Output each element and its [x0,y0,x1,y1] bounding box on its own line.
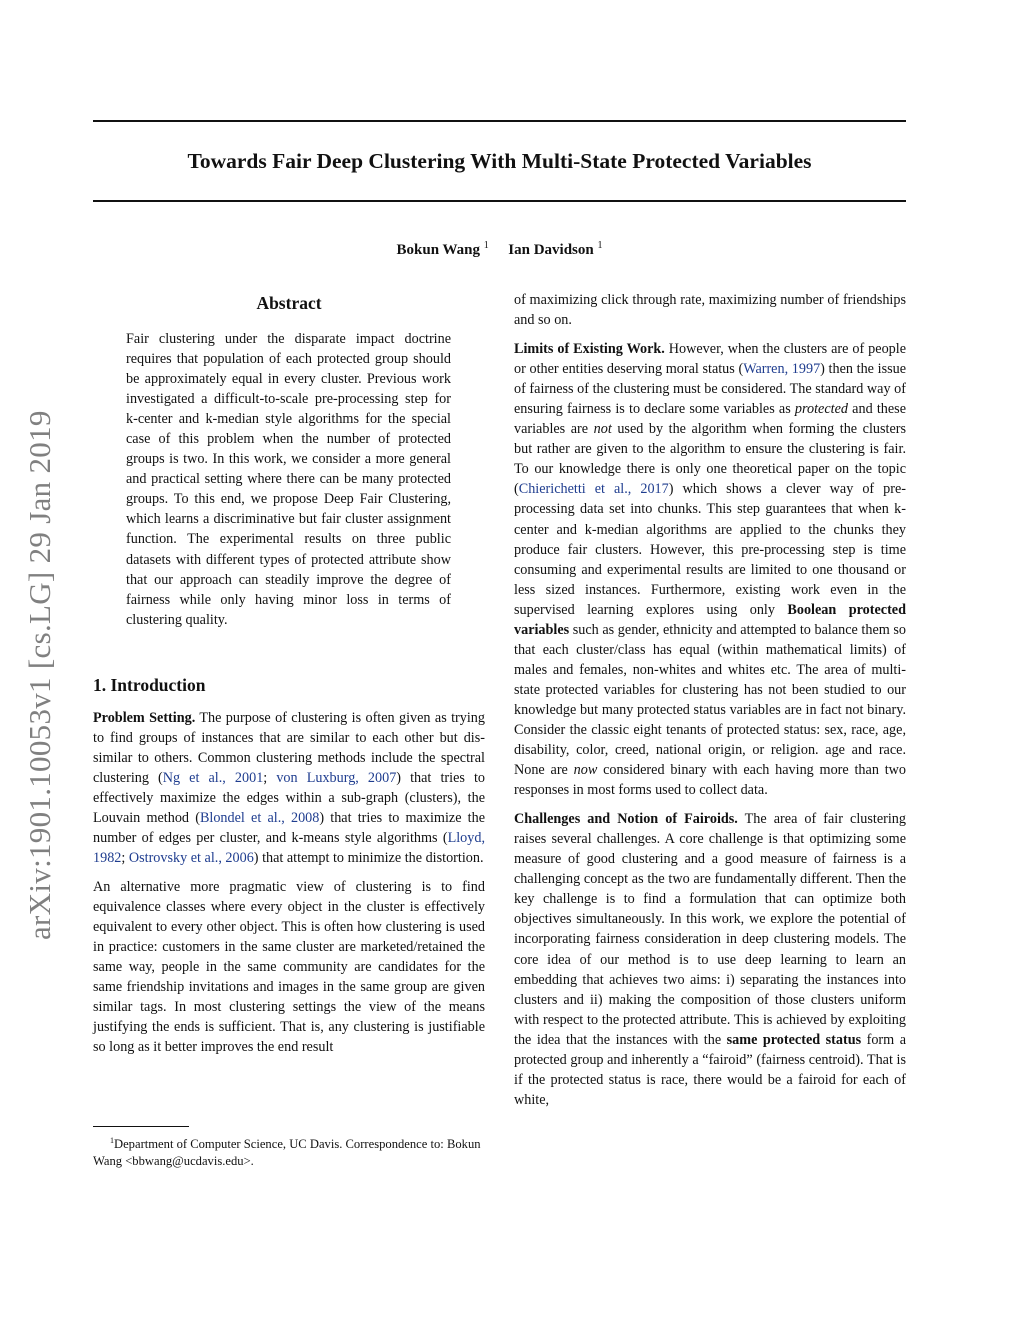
paper-title: Towards Fair Deep Clustering With Multi-State Protected Variables [187,149,812,173]
title-rule-top [93,120,906,122]
footnote-text [93,1132,485,1170]
paragraph-text: considered binary with each having more than two responses in most forms used to collect data. [514,762,906,799]
emphasis-text: not [593,421,612,438]
paragraph-limits-existing-work [514,339,906,800]
paragraph-text: ) which shows a clever way of pre-processing data set into chunks. This step guarantees that when k-center and k-median algorithms are applied to the chunks they produce fair clusters. However, this pre-processing step is time consuming and experimental results are limited to one thousand or less sized instances. Furthermore, existing work even in the supervised learning explores using only [514,481,907,618]
paragraph-problem-setting [93,708,485,868]
paragraph-pragmatic-view: An alternative more pragmatic view of clustering is to find equivalence classes where every object in the cluster is effectively equivalent to every other object. This is often how clustering is used in practice: customers in the same cluster are marketed/retained the same way, people in the same community are candidates for the same friendship invitations and images in the same group are given similar tags. In most clustering settings the view of the means justifying the ends is sufficient. That is, any clustering is justifiable so long as it better improves the end result [93,879,485,1056]
paragraph-text: and these variables are [514,401,906,438]
citation-link[interactable]: Warren, 1997 [743,361,821,378]
author-affiliation-mark: 1 [483,240,489,251]
emphasis-text: protected [794,401,848,418]
paragraph-text: ) that attempt to minimize the distortion. [253,850,484,867]
emphasis-text: now [573,762,598,779]
paragraph-text: The area of fair clustering raises several challenges. A core challenge is that optimizing some measure of good clustering and a good measure of fairness is a challenging concept as the two are fundamentally different. Then the key challenge is to find a formulation that can optimize both objectives simultaneously. In this work, we explore the potential of incorporating fairness consideration in deep clustering models. The core idea of our method is to use deep learning to learn an embedding that achieves two aims: i) separating the instances into clusters and ii) making the composition of those clusters uniform with respect to the protected attribute. This is achieved by exploiting the idea that the instances with the [514,811,906,1048]
author-name: Ian Davidson [508,242,594,258]
run-in-heading: Challenges and Notion of Fairoids. [514,811,738,828]
arxiv-identifier-stamp: arXiv:1901.10053v1 [cs.LG] 29 Jan 2019 [22,410,57,940]
footnote-body: Department of Computer Science, UC Davis. Correspondence to: Bokun Wang <bbwang@ucdavis.edu>. [93,1137,481,1169]
paragraph-text: ) then the issue of fairness of the clustering must be considered. The standard way of ensuring fairness is to declare some variables as [514,361,906,418]
paragraph-text: ) that tries to maximize the number of edges per cluster, and k-means style algorithms ( [93,809,486,846]
run-in-heading: Problem Setting. [93,709,196,726]
citation-link[interactable]: Chierichetti et al., 2017 [518,481,669,498]
paragraph-text: ; [121,850,129,867]
paragraph-text: such as gender, ethnicity and attempted to balance them so that each cluster/class has equal (within mathematical limits) of males and females, non-whites and whites etc. The area of multi-state protected variables for clustering has not been studied to our knowledge but many protected status variables are in fact not binary. Consider the classic eight tenants of protected status: sex, race, age, disability, color, creed, national origin, or religion. age and race. None are [514,621,906,779]
paragraph-text: form a protected group and inherently a “fairoid” (fairness centroid). That is if the protected status is race, there would be a fairoid for each of white, [514,1031,906,1108]
paragraph-text: However, when the clusters are of people or other entities deserving moral status ( [514,341,906,378]
citation-link[interactable]: Ostrovsky et al., 2006 [128,850,254,867]
bold-text: same protected status [726,1031,862,1048]
footnote [93,1126,485,1170]
citation-link[interactable]: Lloyd, 1982 [93,829,485,867]
author-name: Bokun Wang [396,242,481,258]
paragraph-challenges-fairoids [514,809,906,1110]
footnote-rule [93,1126,189,1127]
author-affiliation-mark: 1 [597,240,603,251]
paragraph-text: ; [263,769,277,786]
citation-link[interactable]: Ng et al., 2001 [162,769,264,786]
paragraph-text: The purpose of clustering is often given as trying to find groups of instances that are similar to each other but dis-similar to others. Common clustering methods include the spectral clustering ( [93,709,485,786]
paragraph-text: ) that tries to effectively maximize the edges within a sub-graph (clusters), the Louvain method ( [93,769,485,826]
title-rule-bottom [93,200,906,202]
left-column [93,290,485,1058]
footnote-mark: 1 [110,1136,114,1145]
citation-link[interactable]: Blondel et al., 2008 [199,809,320,826]
abstract-heading: Abstract [256,293,322,313]
section-heading-introduction: 1. Introduction [93,674,206,695]
bold-text: Boolean protected variables [514,601,906,638]
abstract-text: Fair clustering under the disparate impact doctrine requires that population of each protected group should be approximately equal in every cluster. Previous work investigated a difficult-to-scale pre-processing step for k-center and k-median style algorithms for the special case of this problem when the number of protected groups is two. In this work, we consider a more general and practical setting where there can be many protected groups. To this end, we propose Deep Fair Clustering, which learns a discriminative but fair cluster assignment function. The experimental results on three public datasets with different types of protected attribute show that our approach can steadily improve the degree of fairness while only having minor loss in terms of clustering quality. [126,331,451,628]
citation-link[interactable]: von Luxburg, 2007 [276,769,397,786]
author-list [93,235,906,261]
right-column [514,290,906,1110]
run-in-heading: Limits of Existing Work. [514,341,665,358]
paragraph-continuation: of maximizing click through rate, maximizing number of friendships and so on. [514,292,906,329]
paragraph-text: used by the algorithm when forming the clusters but rather are given to the algorithm to ensure the clustering is fair. To our knowledge there is only one theoretical paper on the topic ( [514,421,906,498]
